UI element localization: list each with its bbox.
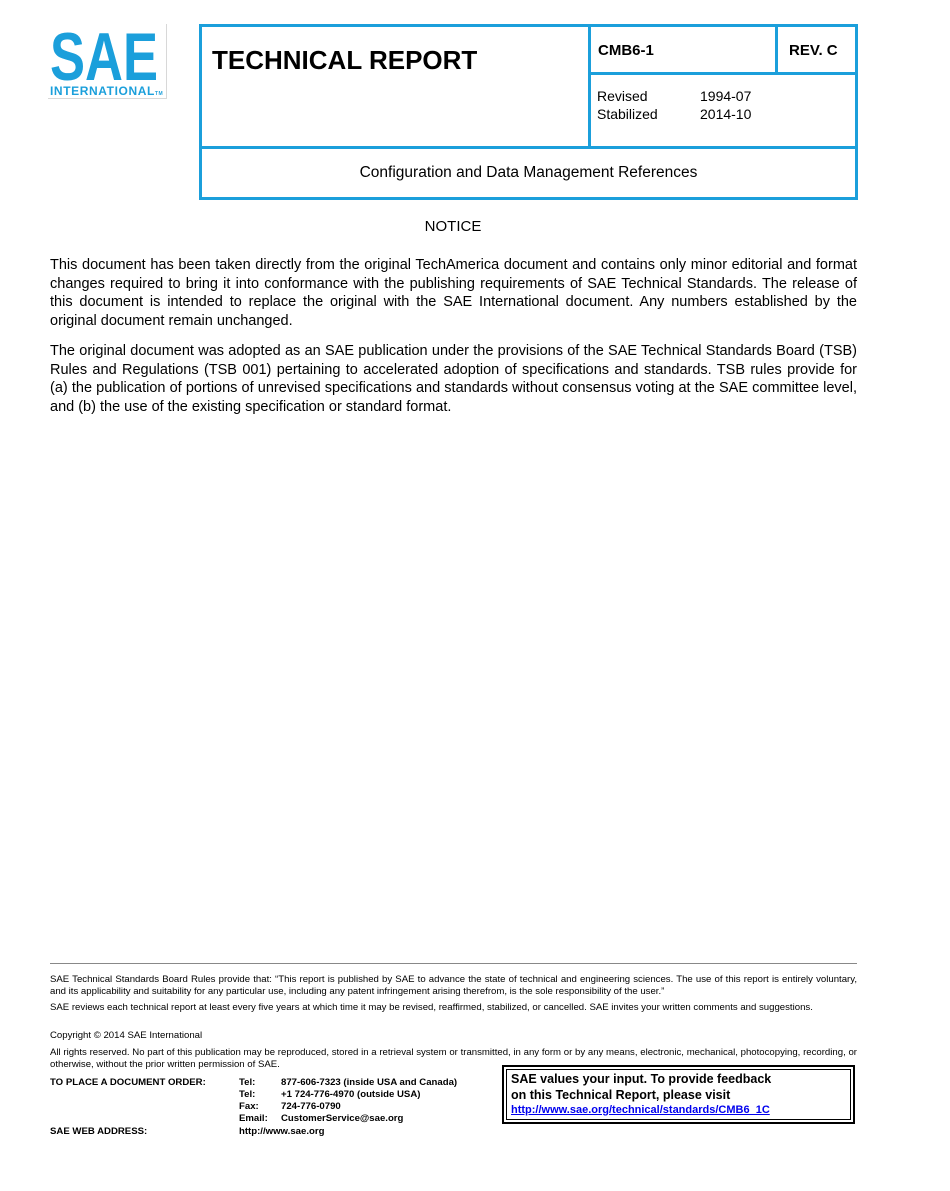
contact-email[interactable]: CustomerService@sae.org (281, 1113, 404, 1124)
footer-tsb-rules: SAE Technical Standards Board Rules provide that: “This report is published by SAE to advance the state of technical and engineering sciences. The use of this report is entirely voluntary, and its applicability and suitability for any particular use, including any patent infringement arising therefrom, is the sole responsibility of the user.” (50, 974, 857, 997)
notice-paragraph-2: The original document was adopted as an SAE publication under the provisions of the SAE Technical Standards Board (TSB) Rules and Regulations (TSB 001) pertaining to accelerated adoption of specifications and standards. TSB rules provide for (a) the publication of portions of unrevised specifications and standards without consensus voting at the SAE committee level, and (b) the use of the existing specification or standard format. (50, 343, 857, 415)
feedback-text-line-1: SAE values your input. To provide feedback (511, 1072, 772, 1086)
web-address-link[interactable]: http://www.sae.org (239, 1126, 325, 1137)
header-divider (588, 24, 591, 148)
header-divider (199, 146, 858, 149)
revised-label: Revised (597, 88, 648, 104)
footer-review-note: SAE reviews each technical report at least every five years at which time it may be revised, reaffirmed, stabilized, or cancelled. SAE invites your written comments and suggestions. (50, 1002, 813, 1013)
stabilized-date: 2014-10 (700, 106, 752, 122)
contact-phone-international[interactable]: +1 724-776-4970 (outside USA) (281, 1089, 421, 1100)
contact-label: Tel: (239, 1089, 256, 1100)
contact-label: Tel: (239, 1077, 256, 1088)
contact-label: Fax: (239, 1101, 259, 1112)
footer-copyright: Copyright © 2014 SAE International (50, 1030, 203, 1041)
revised-date: 1994-07 (700, 88, 752, 104)
header-divider (775, 24, 778, 74)
footer-rule (50, 963, 857, 964)
report-type-title: TECHNICAL REPORT (212, 45, 478, 75)
sae-logo-icon (48, 24, 160, 84)
contact-fax: 724-776-0790 (281, 1101, 341, 1112)
revision-label: REV. C (789, 42, 838, 59)
logo-subtitle: INTERNATIONALTM (50, 84, 164, 98)
contact-phone-domestic[interactable]: 877-606-7323 (inside USA and Canada) (281, 1077, 458, 1088)
document-number: CMB6-1 (598, 42, 654, 59)
feedback-link[interactable]: http://www.sae.org/technical/standards/CMB6_1C (511, 1104, 770, 1116)
web-address-label: SAE WEB ADDRESS: (50, 1126, 148, 1137)
footer-rights: All rights reserved. No part of this publication may be reproduced, stored in a retrieval system or transmitted, in any form or by any means, electronic, mechanical, photocopying, recording, or otherwise, without the prior written permission of SAE. (50, 1047, 857, 1070)
notice-paragraph-1: This document has been taken directly from the original TechAmerica document and contains only minor editorial and format changes required to bring it into conformance with the publishing requirements of SAE Technical Standards. The release of this document is intended to replace the original with the SAE International document. Any numbers established by the original document remain unchanged. (50, 257, 857, 329)
document-subject: Configuration and Data Management References (359, 164, 698, 181)
notice-heading: NOTICE (424, 218, 482, 235)
logo-mark: SAE (50, 24, 158, 84)
contact-label: Email: (239, 1113, 268, 1124)
feedback-text-line-2: on this Technical Report, please visit (511, 1088, 731, 1102)
order-label: TO PLACE A DOCUMENT ORDER: (50, 1077, 206, 1088)
header-divider (588, 72, 858, 75)
stabilized-label: Stabilized (597, 106, 658, 122)
